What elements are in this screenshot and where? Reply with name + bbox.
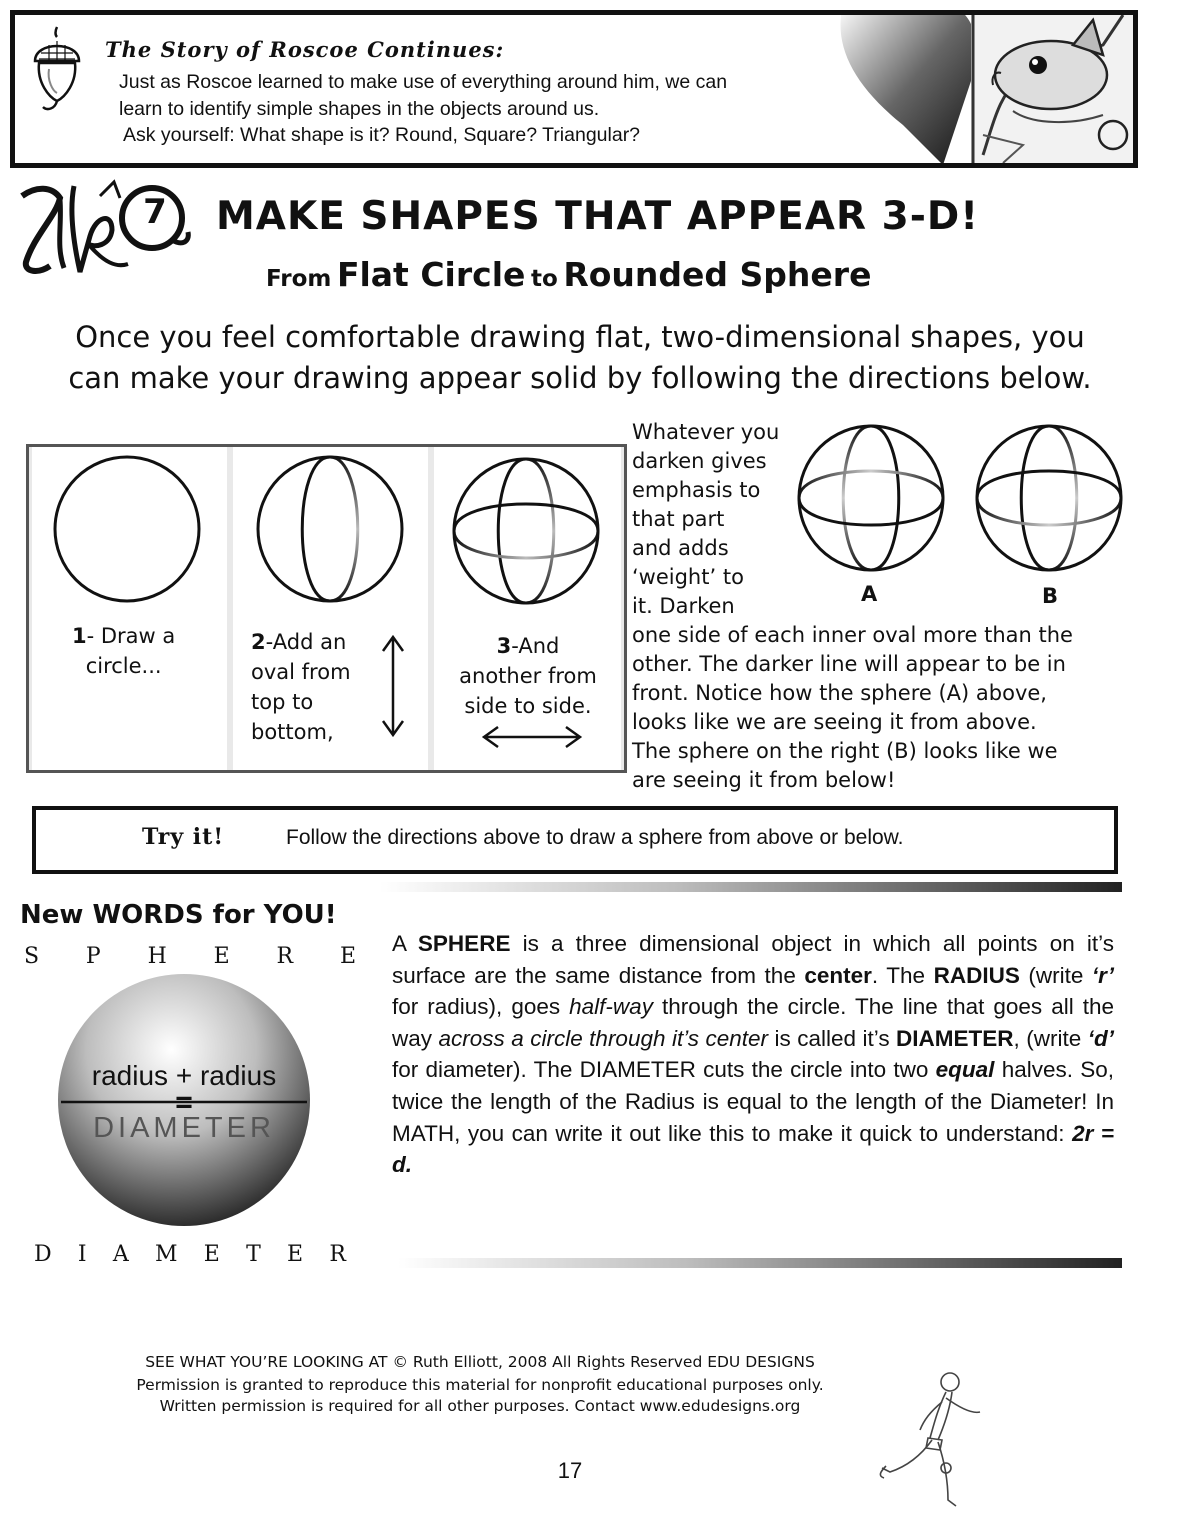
def-across: across a circle through it’s center — [438, 1025, 769, 1051]
squirrel-illustration — [823, 15, 1133, 163]
story-line-1: Just as Roscoe learned to make use of everything around him, we can — [119, 71, 728, 93]
def-text: for diameter). The DIAMETER cuts the circle into two — [392, 1057, 936, 1083]
step-1-circle-drawing — [32, 447, 227, 770]
step-2-number: 2 — [251, 630, 266, 654]
diameter-letter: E — [287, 1242, 304, 1267]
emphasis-line: it. Darken — [632, 594, 735, 618]
def-text: (write — [1019, 962, 1092, 988]
emphasis-line: that part — [632, 507, 725, 531]
def-text: through the circle. The line that goes all the way — [392, 994, 1115, 1051]
sphere-letter: H — [147, 944, 167, 969]
story-line-2: learn to identify simple shapes in the objects around us. — [119, 98, 600, 120]
emphasis-line: looks like we are seeing it from above. — [632, 710, 1037, 734]
def-half-way: half-way — [569, 994, 653, 1020]
diameter-letter: D — [34, 1242, 52, 1267]
def-term-diameter: DIAMETER — [896, 1025, 1014, 1051]
step-1-number: 1 — [72, 624, 87, 648]
emphasis-line: ‘weight’ to — [632, 565, 744, 589]
lesson-number: 7 — [143, 192, 167, 232]
divider-bar-top — [380, 882, 1122, 892]
intro-line-2: can make your drawing appear solid by following the directions below. — [68, 361, 1092, 395]
intro-line-1: Once you feel comfortable drawing flat, two-dimensional shapes, you — [75, 320, 1085, 354]
sub-rounded-sphere: Rounded Sphere — [563, 255, 872, 294]
sphere-letter: R — [276, 944, 294, 969]
step-3-line-2: another from — [459, 664, 597, 688]
def-text: A — [392, 931, 418, 956]
emphasis-line: darken gives — [632, 449, 767, 473]
sub-to: to — [530, 266, 558, 292]
step-2 — [233, 447, 428, 770]
page-heading: MAKE SHAPES THAT APPEAR 3-D! — [216, 194, 980, 239]
try-it-label: Try it! — [142, 824, 224, 850]
step-1-line-2: circle... — [85, 654, 162, 678]
new-words-title: New WORDS for YOU! — [20, 900, 337, 930]
def-text: for radius), goes — [392, 994, 570, 1020]
sphere-letter: E — [213, 944, 230, 969]
footer-permission: Permission is granted to reproduce this material for nonprofit educational purposes only. — [136, 1376, 824, 1394]
diameter-letter: T — [246, 1242, 261, 1267]
sphere-equals: = — [175, 1086, 193, 1119]
diameter-letter: I — [77, 1242, 87, 1267]
emphasis-line: are seeing it from below! — [632, 768, 896, 792]
story-title: The Story of Roscoe Continues: — [105, 37, 505, 62]
def-text: , (write — [1013, 1025, 1088, 1051]
def-term-radius: RADIUS — [933, 962, 1020, 988]
step-3-line-3: side to side. — [464, 694, 592, 718]
sub-flat-circle: Flat Circle — [336, 255, 526, 294]
step-3 — [434, 447, 621, 770]
step-3-line-1: -And — [511, 634, 560, 658]
emphasis-line: other. The darker line will appear to be in — [632, 652, 1066, 676]
story-line-3: Ask yourself: What shape is it? Round, Square? Triangular? — [123, 124, 641, 146]
step-1-text — [72, 621, 175, 681]
step-2-line-3: top to — [251, 690, 314, 714]
footer-contact: Written permission is required for all other purposes. Contact www.edudesigns.org — [159, 1397, 801, 1415]
def-text: halves. So, twice the length of the Radius is equal to the length of the Diameter! In MATH, you can write it out like this to make it quick to understand: — [392, 1057, 1114, 1146]
divider-bar-bottom — [398, 1258, 1122, 1268]
sphere-definition — [392, 928, 1114, 1181]
step-3-text — [448, 631, 608, 721]
sphere-b-drawing — [974, 420, 1130, 576]
page-number: 17 — [557, 1458, 583, 1483]
def-text: is called it’s — [768, 1025, 897, 1051]
def-formula: 2r = d. — [392, 1120, 1114, 1178]
sphere-spelled — [24, 944, 356, 969]
runner-sketch — [868, 1368, 998, 1518]
emphasis-line: one side of each inner oval more than the — [632, 623, 1073, 647]
step-1-line-1: - Draw a — [86, 624, 176, 648]
label-b: B — [1042, 584, 1059, 608]
steps-panel — [26, 444, 627, 773]
step-2-line-2: oval from — [251, 660, 351, 684]
def-symbol-r: ‘r’ — [1091, 962, 1115, 988]
page-subheading — [266, 255, 871, 294]
diameter-spelled — [34, 1242, 346, 1267]
sphere-a-drawing — [796, 420, 952, 576]
footer-copyright: SEE WHAT YOU’RE LOOKING AT © Ruth Elliott, 2008 All Rights Reserved EDU DESIGNS — [145, 1353, 815, 1371]
emphasis-line: Whatever you — [632, 420, 780, 444]
emphasis-line: and adds — [632, 536, 729, 560]
step-3-sphere-drawing — [434, 447, 621, 770]
sphere-diameter-text: DIAMETER — [93, 1112, 275, 1144]
emphasis-line: The sphere on the right (B) looks like we — [632, 739, 1058, 763]
def-equal: equal — [935, 1057, 995, 1083]
step-2-text — [251, 627, 351, 747]
step-3-number: 3 — [496, 634, 512, 658]
label-a: A — [861, 582, 878, 606]
sub-from: From — [266, 266, 332, 292]
story-box — [10, 10, 1138, 168]
acorn-icon — [27, 23, 87, 119]
sphere-radius-text: radius + radius — [91, 1060, 277, 1091]
diameter-letter: M — [154, 1242, 178, 1267]
step-2-line-1: -Add an — [265, 630, 347, 654]
diameter-letter: E — [203, 1242, 220, 1267]
diameter-letter: A — [112, 1242, 129, 1267]
def-symbol-d: ‘d’ — [1087, 1025, 1114, 1051]
def-text: . The — [871, 962, 934, 988]
def-text: is a three dimensional object in which all points on it’s surface are the same distance from the — [392, 931, 1114, 988]
diameter-letter: R — [329, 1242, 346, 1267]
emphasis-line: emphasis to — [632, 478, 761, 502]
emphasis-line: front. Notice how the sphere (A) above, — [632, 681, 1047, 705]
def-term-sphere: SPHERE — [417, 931, 511, 956]
sphere-letter: P — [85, 944, 101, 969]
step-2-line-4: bottom, — [251, 720, 334, 744]
try-it-text: Follow the directions above to draw a sphere from above or below. — [286, 826, 904, 849]
step-1 — [32, 447, 227, 770]
sphere-letter: S — [24, 944, 40, 969]
def-term-center: center — [804, 962, 872, 988]
sphere-letter: E — [339, 944, 356, 969]
